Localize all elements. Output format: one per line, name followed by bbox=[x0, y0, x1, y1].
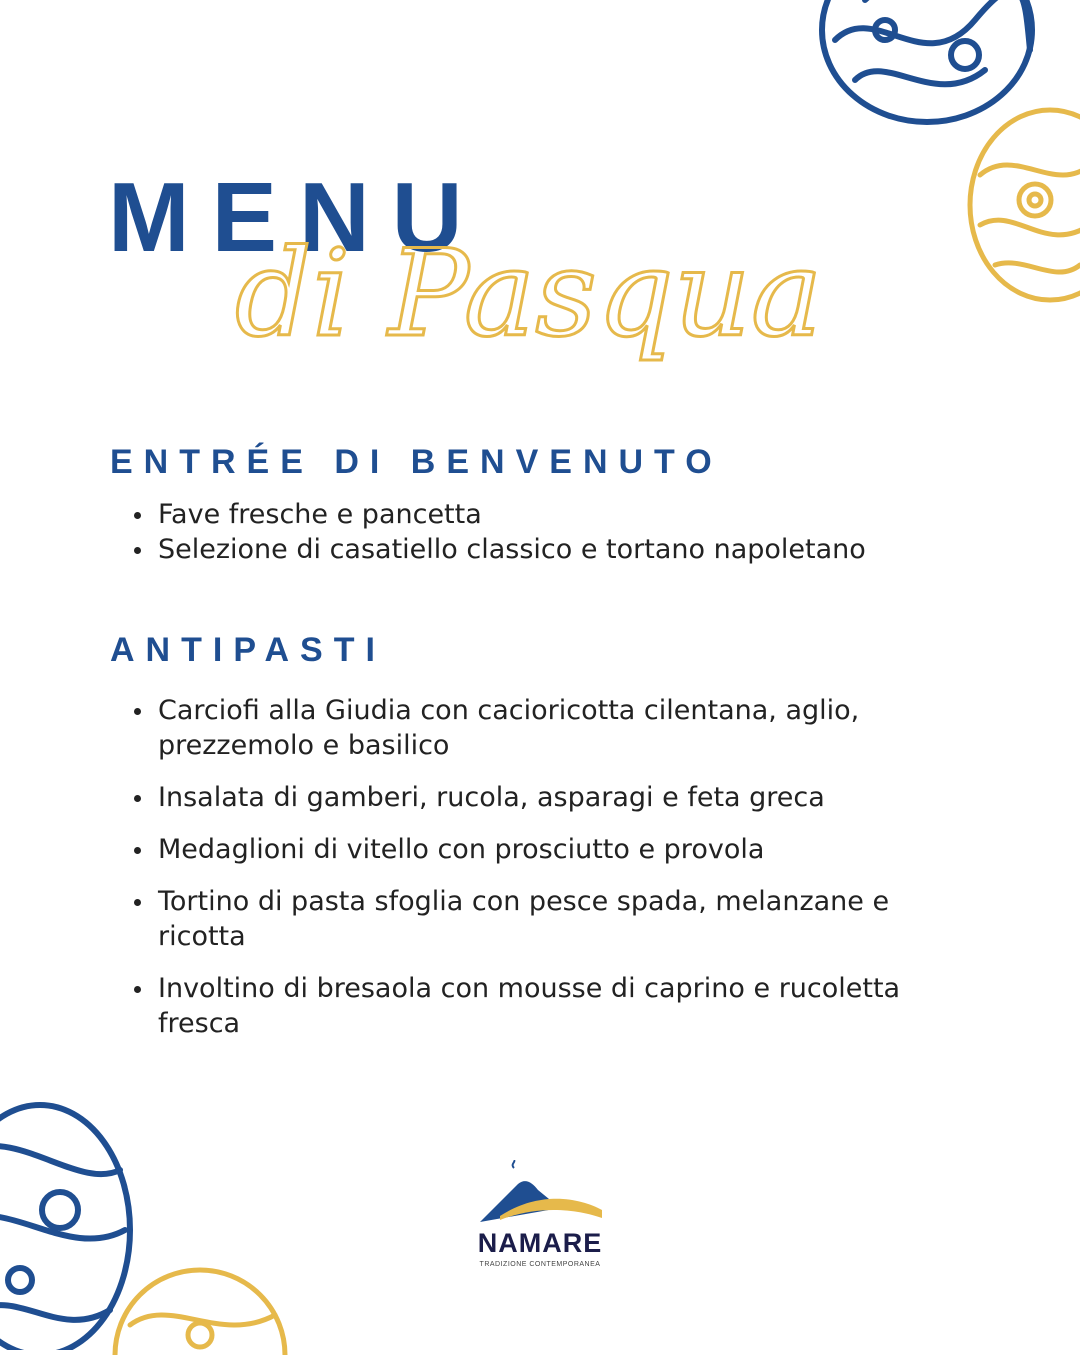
entree-list bbox=[130, 497, 948, 567]
list-item: Selezione di casatiello classico e tortano napoletano bbox=[130, 532, 948, 567]
antipasti-list bbox=[130, 693, 948, 1058]
gold-egg-right-icon bbox=[965, 105, 1080, 305]
volcano-logo-icon bbox=[470, 1160, 610, 1230]
list-item: Tortino di pasta sfoglia con pesce spada, melanzane e ricotta bbox=[130, 884, 948, 954]
list-item: Carciofi alla Giudia con cacioricotta cilentana, aglio, prezzemolo e basilico bbox=[130, 693, 948, 763]
gold-egg-bottom-icon bbox=[110, 1265, 290, 1355]
script-subtitle bbox=[225, 215, 960, 435]
list-item: Involtino di bresaola con mousse di caprino e rucoletta fresca bbox=[130, 971, 948, 1041]
namare-logo bbox=[470, 1160, 610, 1268]
menu-title: MENU bbox=[108, 162, 485, 272]
logo-tagline: TRADIZIONE CONTEMPORANEA bbox=[479, 1261, 601, 1268]
list-item: Insalata di gamberi, rucola, asparagi e feta greca bbox=[130, 780, 948, 815]
section-heading-antipasti: ANTIPASTI bbox=[110, 631, 386, 669]
logo-name: NAMARE bbox=[477, 1228, 603, 1258]
list-item: Medaglioni di vitello con prosciutto e provola bbox=[130, 832, 948, 867]
script-subtitle-text: di Pasqua bbox=[235, 225, 823, 364]
list-item: Fave fresche e pancetta bbox=[130, 497, 948, 532]
section-heading-entree: ENTRÉE DI BENVENUTO bbox=[110, 443, 723, 481]
